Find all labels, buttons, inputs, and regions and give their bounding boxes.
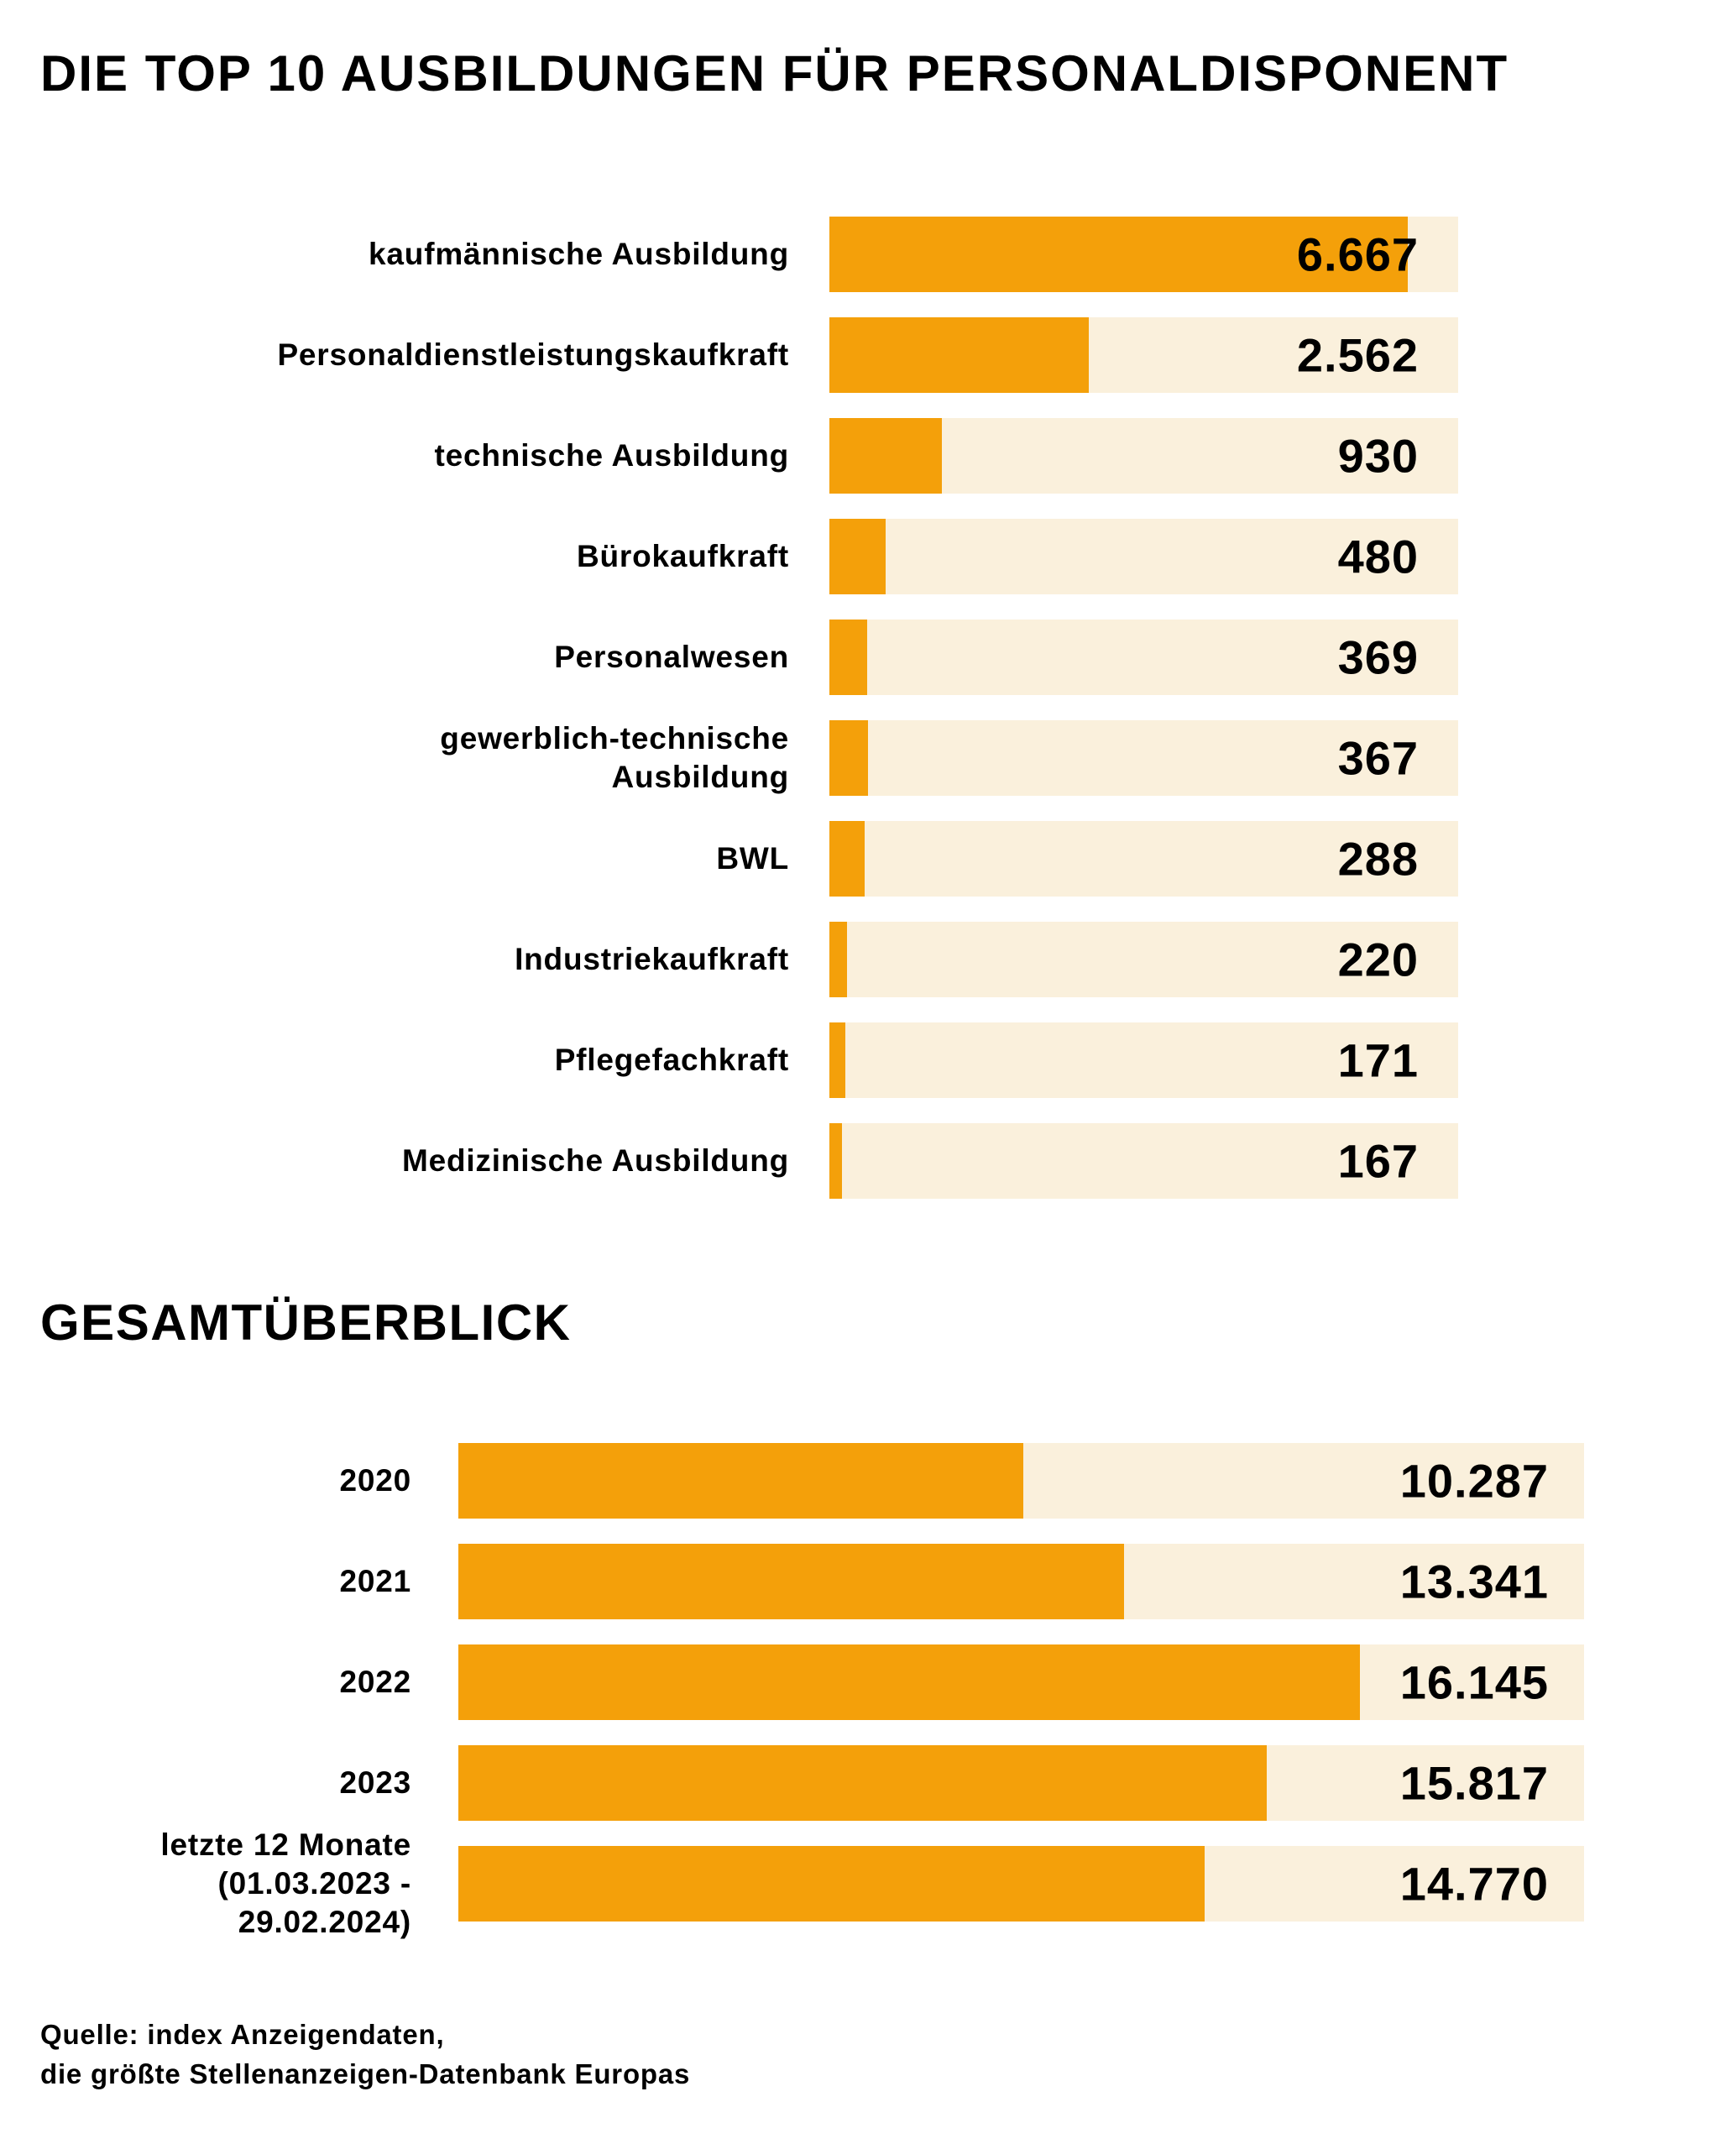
bar-value: 369 — [1337, 630, 1419, 684]
bar-row — [0, 1443, 1736, 1519]
bar-track — [829, 821, 1458, 897]
bar-value: 171 — [1337, 1033, 1419, 1087]
bar-row — [0, 1827, 1736, 1939]
bar-fill — [829, 519, 886, 594]
bar-fill — [458, 1644, 1360, 1720]
bar-fill — [829, 1022, 845, 1098]
bar-value: 10.287 — [1399, 1454, 1549, 1508]
bar-fill — [829, 317, 1089, 393]
source-line-2: die größte Stellenanzeigen-Datenbank Europas — [40, 2058, 691, 2089]
page-title: DIE TOP 10 AUSBILDUNGEN FÜR PERSONALDISPONENT — [40, 45, 1509, 102]
bar-label: Bürokaufkraft — [577, 539, 789, 573]
bar-label: Industriekaufkraft — [515, 942, 789, 976]
bar-label: letzte 12 Monate (01.03.2023 - 29.02.2024) — [160, 1827, 411, 1939]
bar-row — [0, 620, 1736, 695]
source-note — [40, 2015, 690, 2094]
bar-label: 2021 — [339, 1564, 411, 1598]
bar-label: Personaldienstleistungskaufkraft — [277, 337, 789, 372]
bar-value: 16.145 — [1399, 1655, 1549, 1709]
bar-label: 2023 — [339, 1765, 411, 1800]
bar-row — [0, 1123, 1736, 1199]
bar-track — [458, 1745, 1584, 1821]
bar-row — [0, 1745, 1736, 1821]
bar-label: technische Ausbildung — [434, 438, 789, 473]
bar-row — [0, 418, 1736, 494]
bar-value: 220 — [1337, 933, 1419, 986]
bar-value: 6.667 — [1296, 227, 1419, 281]
bar-label: gewerblich-technische Ausbildung — [440, 721, 789, 794]
bar-value: 14.770 — [1399, 1857, 1549, 1911]
bar-fill — [458, 1846, 1205, 1922]
bar-fill — [458, 1544, 1124, 1619]
bar-label: Pflegefachkraft — [554, 1043, 789, 1077]
bar-label: BWL — [716, 841, 789, 876]
bar-fill — [829, 720, 868, 796]
bar-row — [0, 821, 1736, 897]
bar-value: 930 — [1337, 429, 1419, 483]
bar-track — [829, 1022, 1458, 1098]
bar-fill — [829, 620, 867, 695]
bar-label: Medizinische Ausbildung — [401, 1143, 789, 1178]
bar-fill — [829, 1123, 842, 1199]
bar-fill — [458, 1745, 1267, 1821]
bar-fill — [829, 821, 865, 897]
bar-row — [0, 720, 1736, 796]
bar-track — [829, 418, 1458, 494]
bar-value: 288 — [1337, 832, 1419, 886]
bar-row — [0, 1022, 1736, 1098]
overview-bar-chart — [0, 1443, 1736, 1947]
bar-track — [829, 519, 1458, 594]
bar-track — [458, 1644, 1584, 1720]
bar-fill — [458, 1443, 1023, 1519]
bar-row — [0, 1644, 1736, 1720]
section-title: GESAMTÜBERBLICK — [40, 1294, 572, 1351]
bar-track — [458, 1443, 1584, 1519]
bar-value: 480 — [1337, 530, 1419, 583]
bar-fill — [829, 418, 942, 494]
bar-label: Personalwesen — [554, 640, 789, 674]
bar-track — [829, 1123, 1458, 1199]
bar-track — [829, 317, 1458, 393]
bar-track — [458, 1544, 1584, 1619]
bar-row — [0, 519, 1736, 594]
bar-label: kaufmännische Ausbildung — [369, 237, 789, 271]
bar-track — [829, 922, 1458, 997]
bar-row — [0, 317, 1736, 393]
bar-row — [0, 1544, 1736, 1619]
bar-value: 13.341 — [1399, 1555, 1549, 1608]
bar-fill — [829, 922, 847, 997]
top10-bar-chart — [0, 217, 1736, 1224]
bar-value: 15.817 — [1399, 1756, 1549, 1810]
source-line-1: Quelle: index Anzeigendaten, — [40, 2019, 445, 2050]
bar-track — [458, 1846, 1584, 1922]
bar-row — [0, 922, 1736, 997]
bar-label: 2020 — [339, 1463, 411, 1498]
bar-label: 2022 — [339, 1665, 411, 1699]
bar-track — [829, 620, 1458, 695]
bar-track — [829, 720, 1458, 796]
bar-row — [0, 217, 1736, 292]
bar-value: 167 — [1337, 1134, 1419, 1188]
bar-track — [829, 217, 1458, 292]
bar-value: 367 — [1337, 731, 1419, 785]
bar-value: 2.562 — [1296, 328, 1419, 382]
